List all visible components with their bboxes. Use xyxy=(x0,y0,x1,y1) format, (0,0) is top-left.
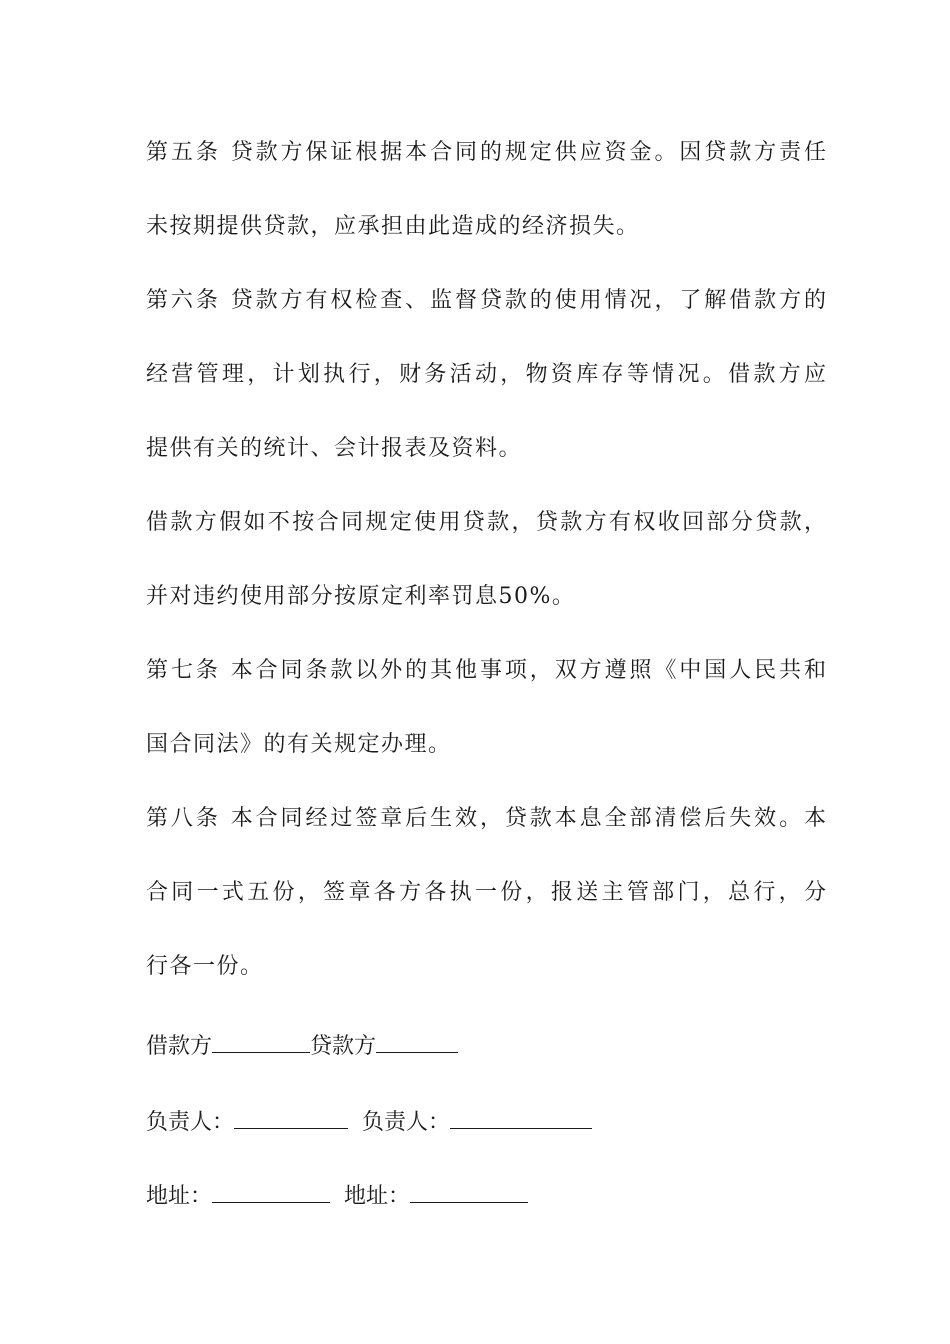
article-6-line-2: 经营管理，计划执行，财务活动，物资库存等情况。借款方应 xyxy=(146,362,826,387)
article-8-line-2: 合同一式五份，签章各方各执一份，报送主管部门，总行，分 xyxy=(146,880,826,905)
address-label-lender: 地址： xyxy=(344,1184,411,1209)
article-6-line-3: 提供有关的统计、会计报表及资料。 xyxy=(146,436,523,461)
responsible-label-borrower: 负责人： xyxy=(146,1110,235,1135)
address-blank-lender[interactable] xyxy=(410,1180,528,1203)
party-signature-row xyxy=(146,1030,458,1062)
responsible-person-row xyxy=(146,1106,592,1138)
responsible-blank-lender[interactable] xyxy=(450,1106,592,1129)
article-8-line-1: 第八条 本合同经过签章后生效，贷款本息全部清偿后失效。本 xyxy=(146,806,826,831)
penalty-line-1: 借款方假如不按合同规定使用贷款，贷款方有权收回部分贷款， xyxy=(146,510,826,535)
article-5-line-1: 第五条 贷款方保证根据本合同的规定供应资金。因贷款方责任 xyxy=(146,140,826,165)
article-8-line-3: 行各一份。 xyxy=(146,954,264,979)
responsible-label-lender: 负责人： xyxy=(362,1110,451,1135)
address-blank-borrower[interactable] xyxy=(212,1180,330,1203)
article-7-line-1: 第七条 本合同条款以外的其他事项，双方遵照《中国人民共和 xyxy=(146,658,826,683)
borrower-blank[interactable] xyxy=(212,1030,310,1053)
borrower-label: 借款方 xyxy=(146,1034,213,1059)
lender-blank[interactable] xyxy=(376,1030,458,1053)
address-row xyxy=(146,1180,528,1212)
responsible-blank-borrower[interactable] xyxy=(234,1106,348,1129)
article-6-line-1: 第六条 贷款方有权检查、监督贷款的使用情况，了解借款方的 xyxy=(146,288,826,313)
lender-label: 贷款方 xyxy=(310,1034,377,1059)
address-label-borrower: 地址： xyxy=(146,1184,213,1209)
article-7-line-2: 国合同法》的有关规定办理。 xyxy=(146,732,452,757)
article-5-line-2: 未按期提供贷款，应承担由此造成的经济损失。 xyxy=(146,214,640,239)
penalty-line-2: 并对违约使用部分按原定利率罚息50%。 xyxy=(146,584,576,609)
